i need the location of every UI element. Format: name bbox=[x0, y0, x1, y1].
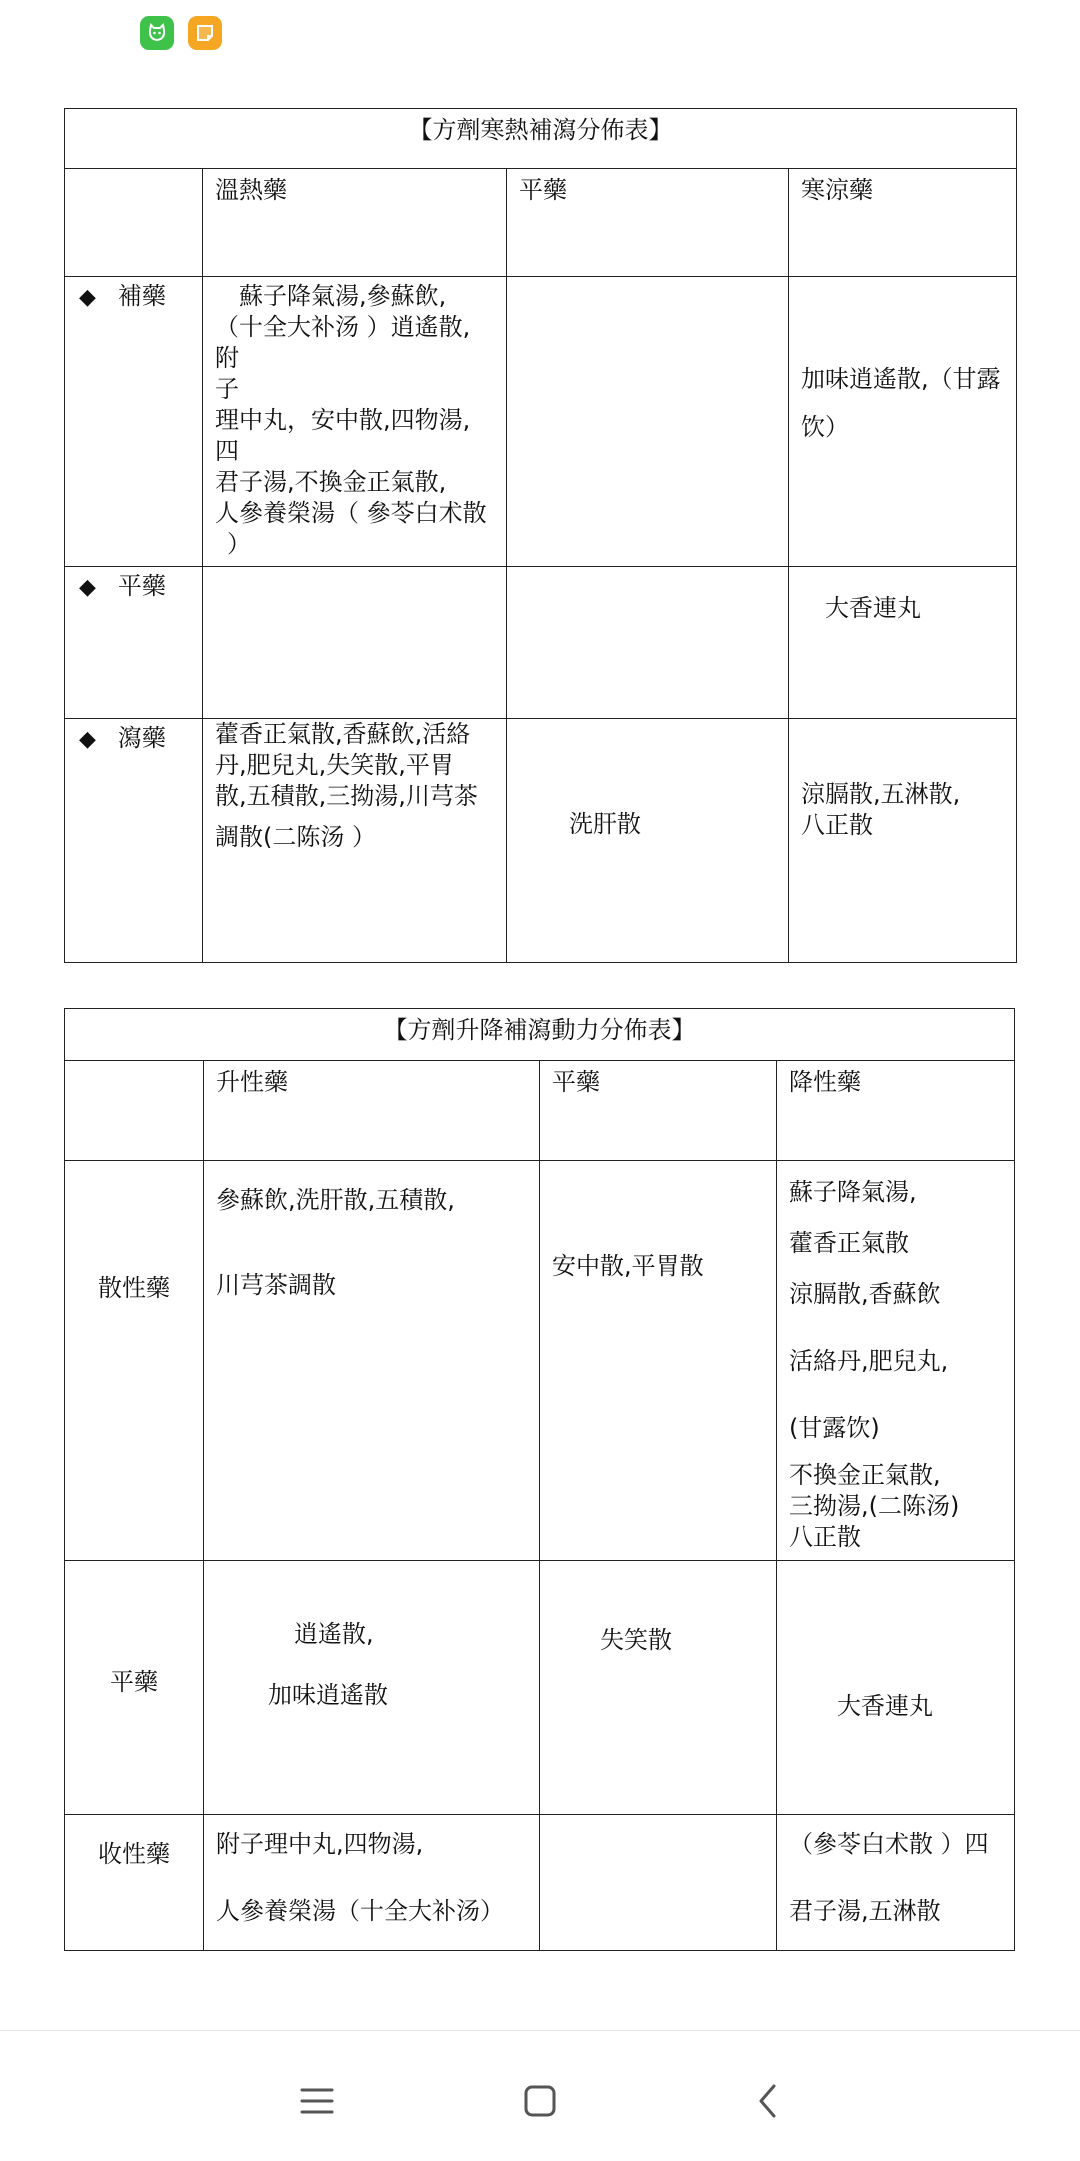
table1-tonic-warm: 蘇子降氣湯,參蘇飲, （十全大补汤 ）逍遙散,附 子 理中丸，安中散,四物湯, 四 君子湯,不換金正氣散, 人參養榮湯（ 參苓白术散 ） bbox=[203, 277, 507, 567]
diamond-bullet-icon: ◆ bbox=[79, 575, 96, 600]
table1-header-cold: 寒涼藥 bbox=[789, 169, 1017, 277]
table2-header-corner bbox=[65, 1061, 204, 1161]
back-icon[interactable] bbox=[738, 2071, 798, 2131]
table2-neutral-rising: 逍遙散, 加味逍遙散 bbox=[204, 1561, 540, 1815]
table1-purge-neutral: 洗肝散 bbox=[507, 719, 789, 963]
table1-title-text: 【方劑寒熱補瀉分佈表】 bbox=[408, 116, 673, 144]
note-app-icon[interactable] bbox=[188, 16, 222, 50]
table1-tonic-neutral bbox=[507, 277, 789, 567]
table1-title bbox=[65, 109, 1017, 169]
table2-dispersing-rising: 參蘇飲,洗肝散,五積散, 川芎茶調散 bbox=[204, 1161, 540, 1561]
table2-astringent-neutral bbox=[540, 1815, 777, 1951]
table2-row-label-dispersing: 散性藥 bbox=[65, 1161, 204, 1561]
table1-row-label-purge: ◆ 瀉藥 bbox=[65, 719, 203, 963]
table1-tonic-cold: 加味逍遙散,（甘露 饮） bbox=[789, 277, 1017, 567]
rise-fall-table bbox=[64, 1008, 1015, 1951]
table2-dispersing-falling: 蘇子降氣湯, 藿香正氣散 涼膈散,香蘇飲 活絡丹,肥兒丸, (甘露饮) 不換金正氣散, 三拗湯,(二陈汤) 八正散 bbox=[777, 1161, 1015, 1561]
table1-purge-warm: 藿香正氣散,香蘇飲,活絡 丹,肥兒丸,失笑散,平胃 散,五積散,三拗湯,川芎茶 調散(二陈汤 ） bbox=[203, 719, 507, 963]
table1-header-warm: 溫熱藥 bbox=[203, 169, 507, 277]
table2-title bbox=[65, 1009, 1015, 1061]
table1-header-corner bbox=[65, 169, 203, 277]
table1-purge-cold: 涼膈散,五淋散, 八正散 bbox=[789, 719, 1017, 963]
status-bar-icons bbox=[140, 16, 222, 50]
home-icon[interactable] bbox=[510, 2071, 570, 2131]
table1-neutral-neutral bbox=[507, 567, 789, 719]
table2-neutral-falling: 大香連丸 bbox=[777, 1561, 1015, 1815]
table2-row-label-astringent: 收性藥 bbox=[65, 1815, 204, 1951]
navigation-bar bbox=[0, 2030, 1080, 2161]
table1-row-label-tonic: ◆ 補藥 bbox=[65, 277, 203, 567]
table2-astringent-falling: （參苓白术散 ）四 君子湯,五淋散 bbox=[777, 1815, 1015, 1951]
table2-header-falling: 降性藥 bbox=[777, 1061, 1015, 1161]
menu-icon[interactable] bbox=[287, 2071, 347, 2131]
table2-header-rising: 升性藥 bbox=[204, 1061, 540, 1161]
table1-header-neutral: 平藥 bbox=[507, 169, 789, 277]
table2-dispersing-neutral: 安中散,平胃散 bbox=[540, 1161, 777, 1561]
table1-row-label-neutral: ◆ 平藥 bbox=[65, 567, 203, 719]
table1-neutral-cold: 大香連丸 bbox=[789, 567, 1017, 719]
table2-title-text: 【方劑升降補瀉動力分佈表】 bbox=[383, 1016, 696, 1044]
table2-row-label-neutral: 平藥 bbox=[65, 1561, 204, 1815]
diamond-bullet-icon: ◆ bbox=[79, 285, 96, 310]
cold-heat-table bbox=[64, 108, 1017, 963]
table2-astringent-rising: 附子理中丸,四物湯, 人參養榮湯（十全大补汤） bbox=[204, 1815, 540, 1951]
table2-neutral-neutral: 失笑散 bbox=[540, 1561, 777, 1815]
cat-app-icon[interactable] bbox=[140, 16, 174, 50]
table2-header-neutral: 平藥 bbox=[540, 1061, 777, 1161]
diamond-bullet-icon: ◆ bbox=[79, 727, 96, 752]
table1-neutral-warm bbox=[203, 567, 507, 719]
